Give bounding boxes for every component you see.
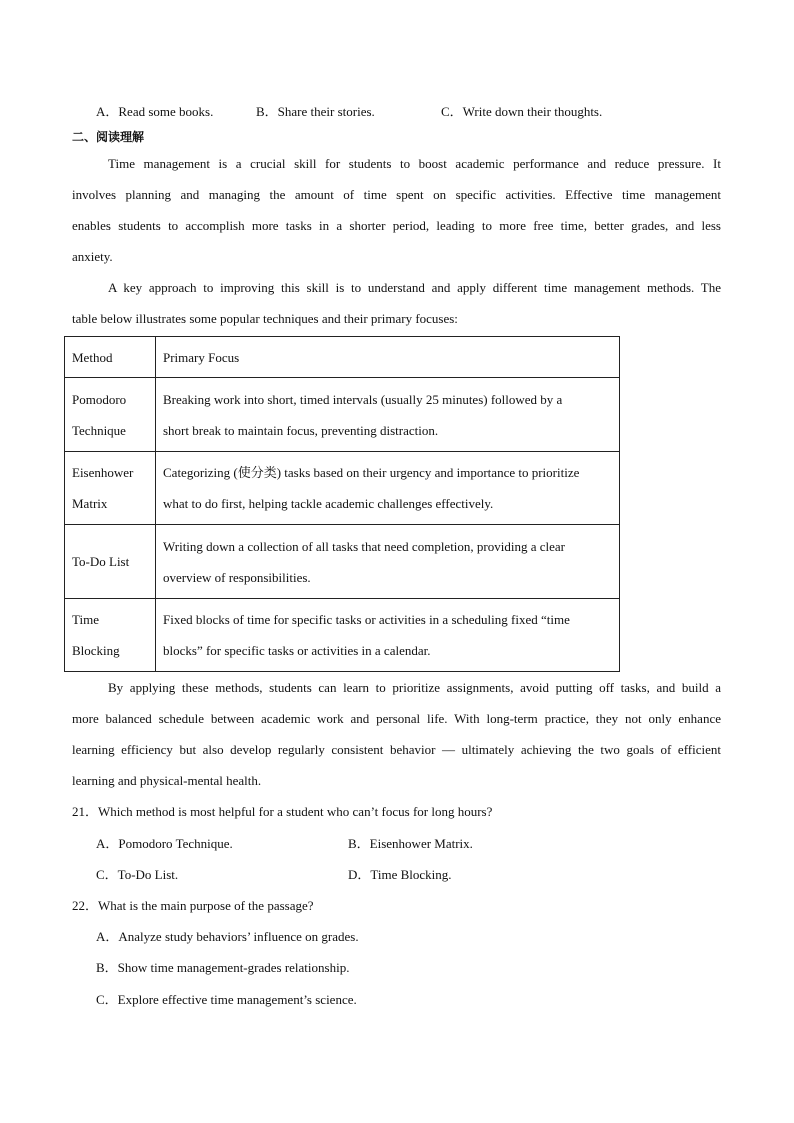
focus-text: what to do first, helping tackle academic challenges effectively. (163, 496, 494, 511)
focus-text: Breaking work into short, timed intervals (usually 25 minutes) followed by a (163, 391, 563, 407)
method-text: To-Do List (72, 554, 130, 569)
paragraph-line: more balanced schedule between academic work and personal life. With long-term practice, they not only enhance (72, 711, 721, 726)
paragraph-line: learning and physical-mental health. (72, 773, 262, 788)
focus-cell (156, 525, 620, 599)
focus-cell (156, 378, 620, 452)
method-text: Time (72, 612, 99, 627)
q22-option-b[interactable]: B．Show time management-grades relationship. (96, 960, 350, 975)
method-text: Eisenhower (72, 465, 134, 480)
paragraph-line: table below illustrates some popular techniques and their primary focuses: (72, 311, 458, 326)
paragraph-line: anxiety. (72, 249, 113, 264)
focus-text: short break to maintain focus, preventing distraction. (163, 422, 439, 438)
focus-text: Writing down a collection of all tasks that need completion, providing a clear (163, 538, 565, 554)
table-row (65, 525, 620, 599)
header-focus: Primary Focus (156, 337, 620, 378)
paragraph-line: involves planning and managing the amount of time spent on specific activities. Effective time management (72, 187, 721, 202)
focus-cell (156, 452, 620, 525)
method-cell (65, 599, 156, 672)
method-text: Technique (72, 422, 126, 438)
focus-text: Categorizing (使分类) tasks based on their urgency and importance to prioritize (163, 465, 580, 480)
paragraph-line: Time management is a crucial skill for students to boost academic performance and reduce pressure. It (108, 156, 721, 171)
section-heading: 二、阅读理解 (72, 130, 145, 144)
prev-option-b: B．Share their stories. (256, 104, 375, 119)
method-cell (65, 525, 156, 599)
focus-cell (156, 599, 620, 672)
q21-option-b[interactable]: B．Eisenhower Matrix. (348, 836, 473, 851)
paragraph-line: enables students to accomplish more tasks in a shorter period, leading to more free time, better grades, and less (72, 218, 721, 233)
prev-option-c: C．Write down their thoughts. (441, 104, 603, 119)
q22-option-a[interactable]: A．Analyze study behaviors’ influence on grades. (96, 929, 359, 944)
q21-option-c[interactable]: C．To-Do List. (96, 867, 179, 882)
focus-text: Fixed blocks of time for specific tasks or activities in a scheduling fixed “time (163, 612, 570, 627)
header-method: Method (65, 337, 156, 378)
question-21: 21．Which method is most helpful for a student who can’t focus for long hours? (72, 804, 493, 819)
method-text: Blocking (72, 643, 120, 658)
q22-option-c[interactable]: C．Explore effective time management’s science. (96, 992, 357, 1007)
method-text: Matrix (72, 496, 108, 511)
focus-text: blocks” for specific tasks or activities in a calendar. (163, 643, 431, 658)
question-22: 22．What is the main purpose of the passage? (72, 898, 314, 913)
q21-option-a[interactable]: A．Pomodoro Technique. (96, 836, 233, 851)
table-row (65, 378, 620, 452)
focus-text: overview of responsibilities. (163, 569, 311, 585)
paragraph-line: learning efficiency but also develop regularly consistent behavior — ultimately achieving the two goals of efficient (72, 742, 721, 757)
method-cell (65, 452, 156, 525)
table-header-row (65, 337, 620, 378)
prev-option-a: A．Read some books. (96, 104, 214, 119)
table-row (65, 452, 620, 525)
method-text: Pomodoro (72, 391, 127, 407)
paragraph-line: A key approach to improving this skill is to understand and apply different time management methods. The (108, 280, 721, 295)
paragraph-line: By applying these methods, students can learn to prioritize assignments, avoid putting off tasks, and build a (108, 680, 721, 695)
method-cell (65, 378, 156, 452)
table-row (65, 599, 620, 672)
methods-table (64, 336, 620, 672)
q21-option-d[interactable]: D．Time Blocking. (348, 867, 452, 882)
